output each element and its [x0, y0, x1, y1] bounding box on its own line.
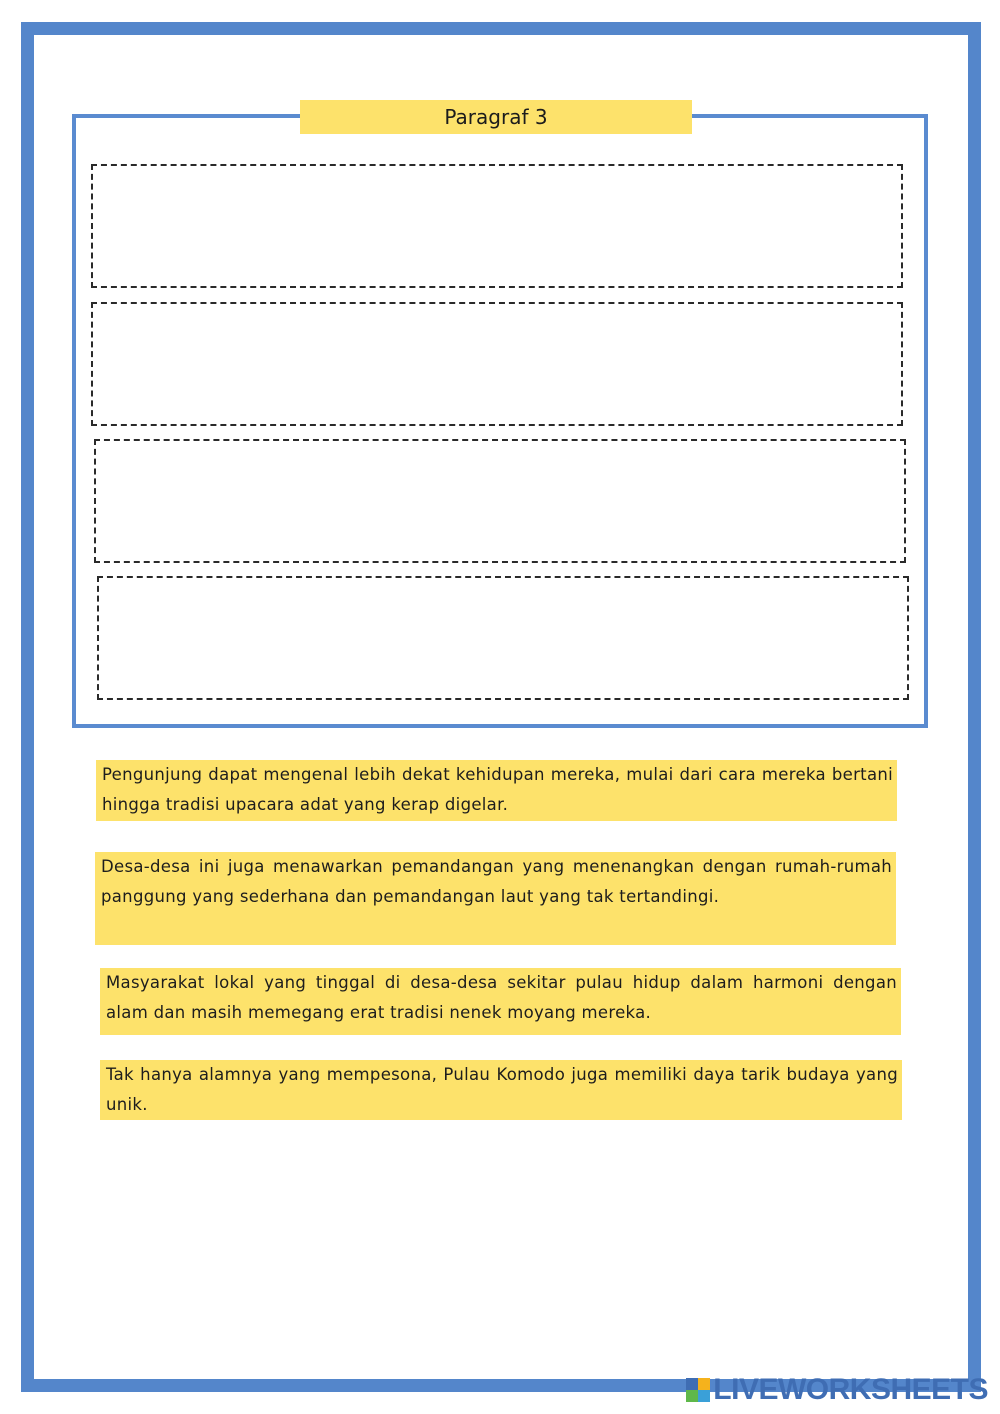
drop-zone-1[interactable]: [91, 164, 903, 288]
draggable-sentence-card[interactable]: [100, 968, 901, 1035]
sentence-text: Desa-desa ini juga menawarkan pemandangan yang menenangkan dengan rumah-rumah panggung yang sederhana dan pemandangan laut yang tak tertandingi.: [101, 857, 892, 906]
sentence-text: Tak hanya alamnya yang mempesona, Pulau Komodo juga memiliki daya tarik budaya yang unik.: [106, 1065, 898, 1114]
drop-zone-3[interactable]: [94, 439, 906, 563]
brand-name: LIVEWORKSHEETS: [713, 1373, 988, 1406]
drop-zone-2[interactable]: [91, 302, 903, 426]
sentence-text: Pengunjung dapat mengenal lebih dekat kehidupan mereka, mulai dari cara mereka bertani hingga tradisi upacara adat yang kerap digelar.: [102, 765, 893, 814]
sentence-text: Masyarakat lokal yang tinggal di desa-desa sekitar pulau hidup dalam harmoni dengan alam dan masih memegang erat tradisi nenek moyang mereka.: [106, 973, 897, 1022]
draggable-sentence-card[interactable]: [95, 852, 896, 945]
liveworksheets-brand[interactable]: [686, 1373, 988, 1407]
drop-zone-4[interactable]: [97, 576, 909, 700]
liveworksheets-logo-icon: [686, 1378, 710, 1402]
draggable-sentence-card[interactable]: [100, 1060, 902, 1120]
panel-title: Paragraf 3: [300, 100, 692, 134]
draggable-sentence-card[interactable]: [96, 760, 897, 821]
